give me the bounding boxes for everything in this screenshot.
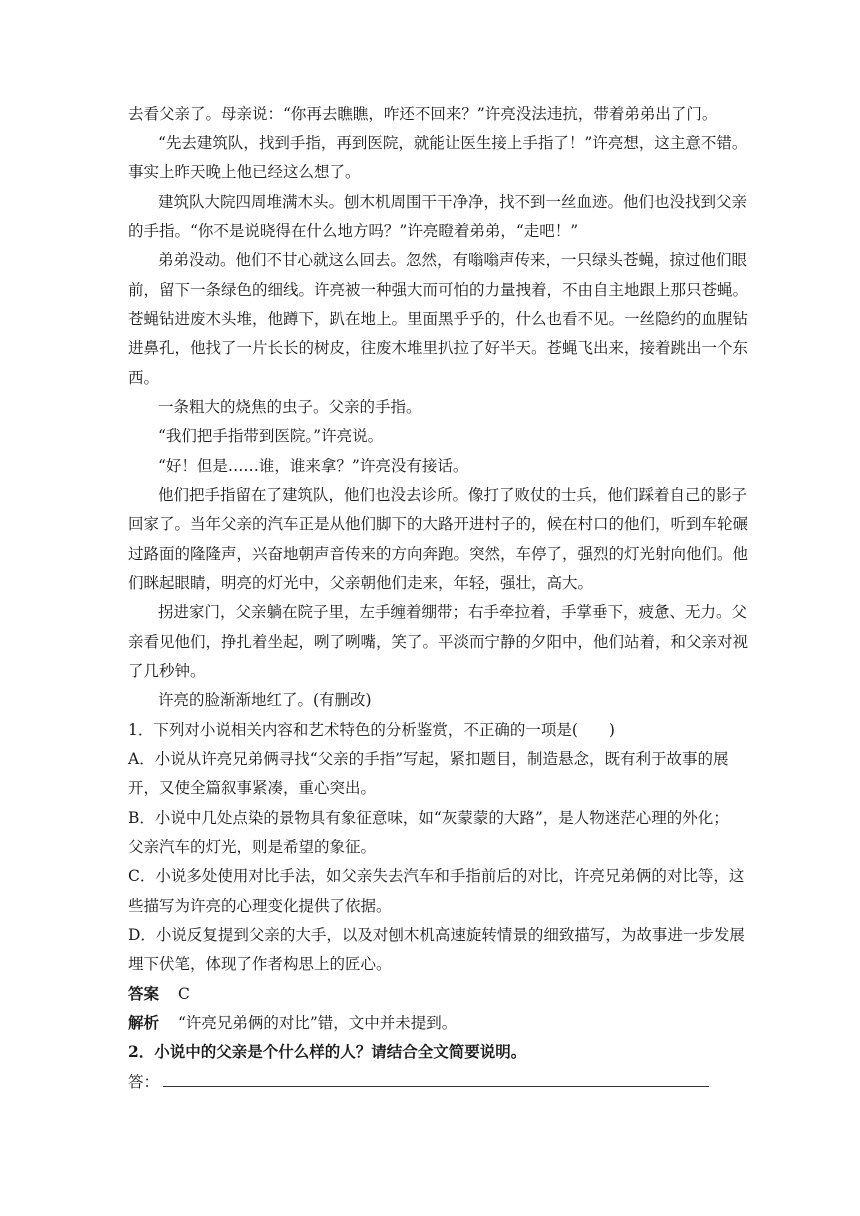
story-line: 过路面的隆隆声，兴奋地朝声音传来的方向奔跑。突然，车停了，强烈的灯光射向他们。他: [128, 545, 749, 563]
story-line: 建筑队大院四周堆满木头。刨木机周围干干净净，找不到一丝血迹。他们也没找到父亲: [158, 193, 748, 211]
answer-row: [128, 984, 190, 1004]
option-b: B．小说中几处点染的景物具有象征意味，如“灰蒙蒙的大路”，是人物迷茫心理的外化；: [128, 809, 729, 827]
story-line: 去看父亲了。母亲说：“你再去瞧瞧，咋还不回来？”许亮没法违抗，带着弟弟出了门。: [128, 105, 718, 123]
story-line: 苍蝇钻进废木头堆，他蹲下，趴在地上。里面黑乎乎的，什么也看不见。一丝隐约的血腥钻: [128, 310, 749, 328]
story-line: “先去建筑队，找到手指，再到医院，就能让医生接上手指了！”许亮想，这主意不错。: [158, 134, 748, 152]
answer-label: 答案: [128, 984, 160, 1003]
story-line: 的手指。“你不是说晓得在什么地方吗？”许亮瞪着弟弟，“走吧！”: [128, 222, 579, 240]
story-line: 拐进家门，父亲躺在院子里，左手缠着绷带；右手牵拉着，手掌垂下，疲惫、无力。父: [158, 603, 748, 621]
answer-blank-row: [128, 1072, 709, 1092]
answer-prompt: 答：: [128, 1073, 160, 1091]
option-a-cont: 开，又使全篇叙事紧凑，重心突出。: [128, 779, 377, 797]
story-line: 事实上昨天晚上他已经这么想了。: [128, 163, 361, 181]
answer-blank-line[interactable]: [163, 1072, 709, 1087]
option-d-cont: 埋下伏笔，体现了作者构思上的匠心。: [128, 955, 392, 973]
story-line: 西。: [128, 369, 160, 387]
story-line: 他们把手指留在了建筑队，他们也没去诊所。像打了败仗的士兵，他们踩着自己的影子: [158, 486, 748, 504]
answer-value: C: [177, 985, 190, 1003]
story-line: 许亮的脸渐渐地红了。(有删改): [158, 691, 372, 709]
story-line: 进鼻孔，他找了一片长长的树皮，往废木堆里扒拉了好半天。苍蝇飞出来，接着跳出一个东: [128, 339, 749, 357]
story-line: 亲看见他们，挣扎着坐起，咧了咧嘴，笑了。平淡而宁静的夕阳中，他们站着，和父亲对视: [128, 633, 749, 651]
story-line: “我们把手指带到医院。”许亮说。: [158, 427, 384, 445]
analysis-label: 解析: [128, 1013, 160, 1032]
story-line: 前，留下一条绿色的细线。许亮被一种强大而可怕的力量拽着，不由自主地跟上那只苍蝇。: [128, 281, 749, 299]
story-line: 弟弟没动。他们不甘心就这么回去。忽然，有嗡嗡声传来，一只绿头苍蝇，掠过他们眼: [158, 251, 748, 269]
option-c-cont: 些描写为许亮的心理变化提供了依据。: [128, 897, 392, 915]
story-line: 一条粗大的烧焦的虫子。父亲的手指。: [158, 398, 422, 416]
question-1-stem: 1．下列对小说相关内容和艺术特色的分析鉴赏，不正确的一项是( ): [128, 721, 615, 739]
question-2-stem: 2．小说中的父亲是个什么样的人？请结合全文简要说明。: [128, 1042, 527, 1061]
analysis-row: [128, 1013, 457, 1033]
option-d: D．小说反复提到父亲的大手，以及对刨木机高速旋转情景的细致描写，为故事进一步发展: [128, 926, 745, 944]
story-line: 回家了。当年父亲的汽车正是从他们脚下的大路开进村子的，候在村口的他们，听到车轮碾: [128, 515, 749, 533]
analysis-text: “许亮兄弟俩的对比”错，文中并未提到。: [177, 1014, 458, 1032]
option-c: C．小说多处使用对比手法，如父亲失去汽车和手指前后的对比，许亮兄弟俩的对比等，这: [128, 867, 745, 885]
story-line: 们眯起眼睛，明亮的灯光中，父亲朝他们走来，年轻，强壮，高大。: [128, 574, 594, 592]
story-line: 了几秒钟。: [128, 662, 206, 680]
option-b-cont: 父亲汽车的灯光，则是希望的象征。: [128, 838, 377, 856]
story-line: “好！但是……谁，谁来拿？”许亮没有接话。: [158, 457, 469, 475]
option-a: A．小说从许亮兄弟俩寻找“父亲的手指”写起，紧扣题目，制造悬念，既有利于故事的展: [128, 750, 729, 768]
